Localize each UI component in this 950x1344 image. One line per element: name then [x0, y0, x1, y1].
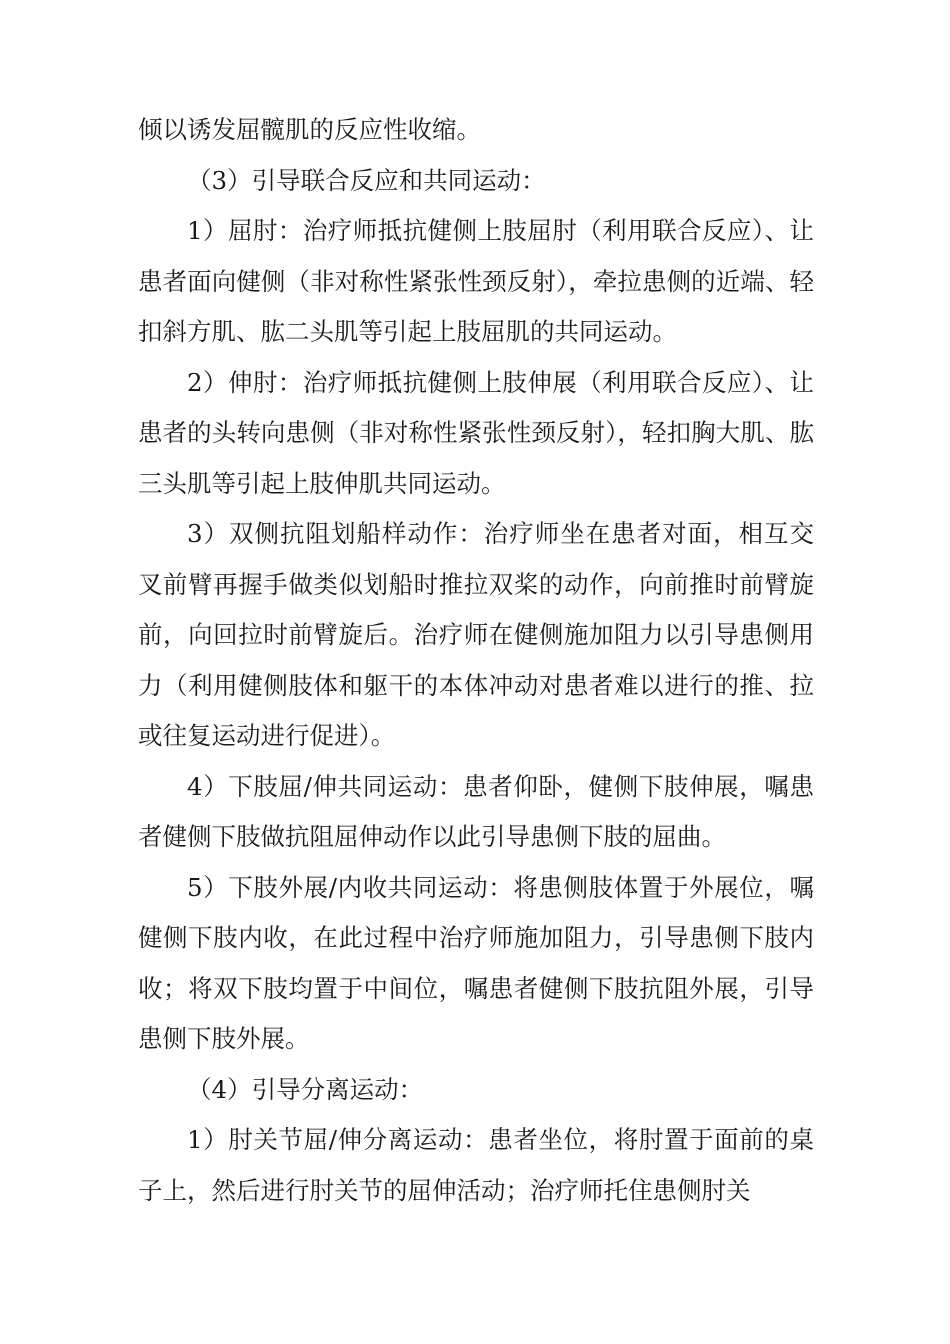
paragraph-elbow-separation: 1）肘关节屈/伸分离运动：患者坐位，将肘置于面前的桌子上，然后进行肘关节的屈伸活动；治疗师托住患侧肘关 — [138, 1125, 814, 1205]
paragraph-elbow-extension: 2）伸肘：治疗师抵抗健侧上肢伸展（利用联合反应）、让患者的头转向患侧（非对称性紧张性颈反射），轻扣胸大肌、肱三头肌等引起上肢伸肌共同运动。 — [138, 367, 814, 498]
section-heading-4: （4）引导分离运动： — [187, 1074, 424, 1104]
paragraph-rowing: 3）双侧抗阻划船样动作：治疗师坐在患者对面，相互交叉前臂再握手做类似划船时推拉双桨的动作，向前推时前臂旋前，向回拉时前臂旋后。治疗师在健侧施加阻力以引导患侧用力（利用健侧肢体和躯干的本体冲动对患者难以进行的推、拉或往复运动进行促进）。 — [138, 519, 814, 750]
paragraph-elbow-flexion: 1）屈肘：治疗师抵抗健侧上肢屈肘（利用联合反应）、让患者面向健侧（非对称性紧张性颈反射），牵拉患侧的近端、轻扣斜方肌、肱二头肌等引起上肢屈肌的共同运动。 — [138, 216, 814, 346]
paragraph-lower-limb-abduction: 5）下肢外展/内收共同运动：将患侧肢体置于外展位，嘱健侧下肢内收，在此过程中治疗师施加阻力，引导患侧下肢内收；将双下肢均置于中间位，嘱患者健侧下肢抗阻外展，引导患侧下肢外展。 — [138, 872, 814, 1053]
section-heading-3: （3）引导联合反应和共同运动： — [187, 165, 546, 195]
document-body — [138, 105, 814, 1216]
paragraph-lower-limb-flexion: 4）下肢屈/伸共同运动：患者仰卧，健侧下肢伸展，嘱患者健侧下肢做抗阻屈伸动作以此引导患侧下肢的屈曲。 — [138, 771, 814, 851]
paragraph-1: 倾以诱发屈髋肌的反应性收缩。 — [138, 115, 481, 144]
